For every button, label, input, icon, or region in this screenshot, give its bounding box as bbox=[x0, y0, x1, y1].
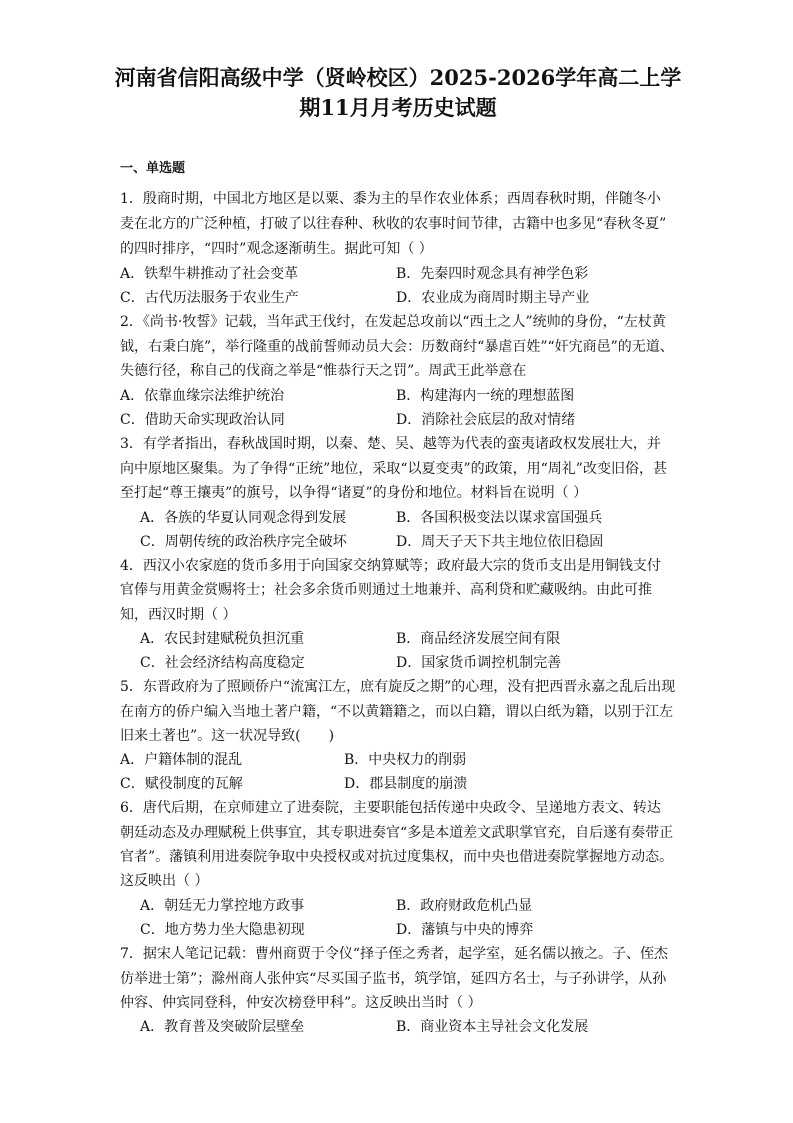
question-text-line: 仿举进士第”；滁州商人张仲宾“尽买国子监书，筑学馆，延四方名士，与子孙讲学，从孙 bbox=[120, 971, 667, 987]
question-text-line: 麦在北方的广泛种植，打破了以往春种、秋收的农事时间节律，古籍中也多见“春秋冬夏” bbox=[120, 216, 667, 232]
option-c: C．古代历法服务于农业生产 bbox=[120, 290, 299, 306]
question-text-line: 5．东晋政府为了照顾侨户“流寓江左，庶有旋反之期”的心理，没有把西晋永嘉之乱后出现 bbox=[120, 679, 676, 695]
option-d: D．国家货币调控机制完善 bbox=[396, 655, 562, 671]
question-text-line: 2．《尚书·牧誓》记载，当年武王伐纣，在发起总攻前以“西土之人”统帅的身份，“左杖黄 bbox=[120, 314, 666, 330]
option-c: C．社会经济结构高度稳定 bbox=[140, 655, 305, 671]
option-a: A．铁犁牛耕推动了社会变革 bbox=[120, 266, 299, 282]
question-text-line: 仲容、仲宾同登科，仲安次榜登甲科”。这反映出当时（ ） bbox=[120, 995, 482, 1011]
option-d: D．藩镇与中央的博弈 bbox=[396, 922, 534, 938]
option-a: A．依靠血缘宗法维护统治 bbox=[120, 388, 285, 404]
option-a: A．各族的华夏认同观念得到发展 bbox=[140, 510, 347, 526]
option-d: D．郡县制度的崩溃 bbox=[344, 776, 468, 792]
question-text-line: 知，西汉时期（ ） bbox=[120, 607, 237, 623]
option-d: D．周天子天下共主地位依旧稳固 bbox=[396, 534, 604, 550]
question-text-line: 失德行径，称自己的伐商之举是“惟恭行天之罚”。周武王此举意在 bbox=[120, 363, 527, 379]
option-b: B．构建海内一统的理想蓝图 bbox=[396, 388, 575, 404]
question-text-line: 官俸与用黄金赏赐将士；社会多余货币则通过土地兼并、高利贷和贮藏吸纳。由此可推 bbox=[120, 582, 652, 598]
question-text-line: 这反映出（ ） bbox=[120, 873, 209, 889]
question-text-line: 1．殷商时期，中国北方地区是以粟、黍为主的旱作农业体系；西周春秋时期，伴随冬小 bbox=[120, 191, 661, 207]
question-text-line: 至打起“尊王攘夷”的旗号，以争得“诸夏”的身份和地位。材料旨在说明（ ） bbox=[120, 485, 588, 501]
option-d: D．农业成为商周时期主导产业 bbox=[396, 290, 590, 306]
question-text-line: 4．西汉小农家庭的货币多用于向国家交纳算赋等；政府最大宗的货币支出是用铜钱支付 bbox=[120, 558, 661, 574]
option-c: C．赋役制度的瓦解 bbox=[120, 776, 243, 792]
option-b: B．商品经济发展空间有限 bbox=[396, 631, 561, 647]
question-text-line: 6．唐代后期，在京师建立了进奏院，主要职能包括传递中央政令、呈递地方表文、转达 bbox=[120, 800, 661, 816]
section-heading: 一、单选题 bbox=[120, 161, 186, 176]
question-text-line: 旧来土著也”。这一状况导致( ) bbox=[120, 728, 335, 744]
option-a: A．户籍体制的混乱 bbox=[120, 752, 243, 768]
question-text-line: 朝廷动态及办理赋税上供事宜，其专职进奏官“多是本道差文武职掌官充，自后遂有奏带正 bbox=[120, 825, 674, 841]
question-text-line: 钺，右秉白旄”，举行隆重的战前誓师动员大会：历数商纣“暴虐百姓”“奸宄商邑”的无道、 bbox=[120, 339, 674, 355]
option-b: B．各国积极变法以谋求富国强兵 bbox=[396, 510, 603, 526]
option-a: A．朝廷无力掌控地方政事 bbox=[140, 898, 305, 914]
title-line-1: 河南省信阳高级中学（贤岭校区）2025-2026学年高二上学 bbox=[114, 65, 682, 90]
option-b: B．中央权力的削弱 bbox=[344, 752, 467, 768]
question-text-line: 7．据宋人笔记记载：曹州商贾于令仪“择子侄之秀者，起学室，延名儒以掖之。子、侄杰 bbox=[120, 946, 669, 962]
question-text-line: 的四时排序，“四时”观念逐渐萌生。据此可知（ ） bbox=[120, 241, 433, 257]
option-c: C．借助天命实现政治认同 bbox=[120, 412, 285, 428]
option-c: C．周朝传统的政治秩序完全破坏 bbox=[140, 534, 347, 550]
option-b: B．商业资本主导社会文化发展 bbox=[396, 1019, 589, 1035]
question-text-line: 在南方的侨户编入当地土著户籍，“不以黄籍籍之，而以白籍，谓以白纸为籍，以别于江左 bbox=[120, 704, 674, 720]
title-line-2: 期11月月考历史试题 bbox=[299, 95, 497, 120]
question-text-line: 向中原地区聚集。为了争得“正统”地位，采取“以夏变夷”的政策，用“周礼”改变旧俗，甚 bbox=[120, 461, 667, 477]
option-b: B．政府财政危机凸显 bbox=[396, 898, 533, 914]
option-b: B．先秦四时观念具有神学色彩 bbox=[396, 266, 589, 282]
question-text-line: 官者”。藩镇利用进奏院争取中央授权或对抗过度集权，而中央也借进奏院掌握地方动态。 bbox=[120, 849, 674, 865]
option-c: C．地方势力坐大隐患初现 bbox=[140, 922, 305, 938]
question-text-line: 3．有学者指出，春秋战国时期，以秦、楚、吴、越等为代表的蛮夷诸政权发展壮大，并 bbox=[120, 436, 661, 452]
option-a: A．农民封建赋税负担沉重 bbox=[140, 631, 305, 647]
option-a: A．教育普及突破阶层壁垒 bbox=[140, 1019, 305, 1035]
exam-title bbox=[108, 63, 688, 123]
option-d: D．消除社会底层的敌对情绪 bbox=[396, 412, 576, 428]
